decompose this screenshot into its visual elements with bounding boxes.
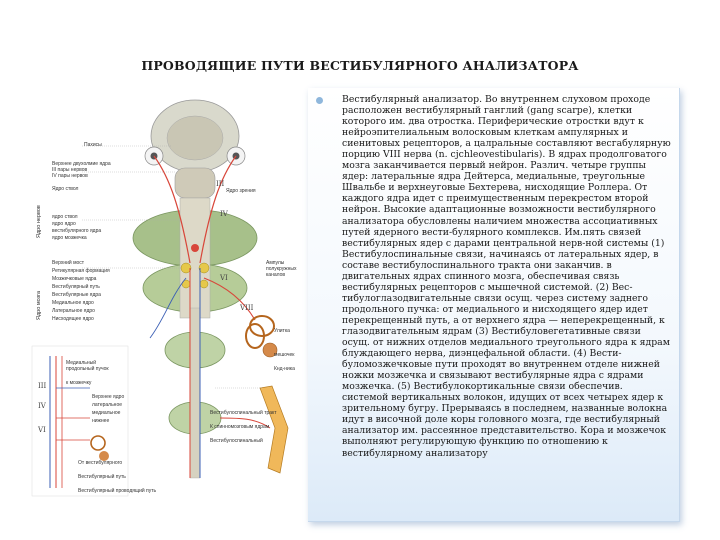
label-l35: мешочек [274,352,295,358]
anatomy-illustration [30,88,306,500]
label-l34: Улитка [274,328,290,334]
label-l27: Вестибулярный путь [78,474,126,480]
label-l14: Вестибулярные ядра [52,292,101,298]
label-l25: нижнее [92,418,110,424]
numeral-r5: III [38,382,47,390]
numeral-r4: VIII [240,304,254,312]
label-l16: Латеральное ядро [52,308,95,314]
numeral-r7: VI [38,426,46,434]
label-l5: Ядро ствол [52,186,79,192]
label-l7: ядро ядро [52,221,76,227]
label-l6: ядро ствол [52,214,78,220]
label-l37: Вестибулярный проводящий путь [78,488,157,494]
label-l33: каналов [266,272,286,278]
label-l26: От вестибулярного [78,460,123,466]
label-l31: Ампулы [266,260,285,266]
label-l36: Кнд-ника [274,366,295,372]
numeral-r1: III [216,180,225,188]
label-l9: ядро мозжечка [52,235,87,241]
label-l13: Вестибулярный путь [52,284,100,290]
side-label-1: Ядро нервов [36,205,42,238]
text-panel [308,88,680,522]
semicircular-canals [250,316,274,336]
body-paragraph: Вестибулярный анализатор. Во внутреннем слуховом проходе расположен вестибулярный ганглий (gang scarpe), клетки которого им. два отростка. Периферические отростки вдут к нейроэпителиальным волосковым клеткам ампулярных и сиенитовых рецепторов, а цалральные составляют весгабулярную порцию VIII нерва (n. cjchleovestibularis). В ядрах продолговатого мозга заканчивается первый нейрон. Различ. четыре группы ядер: латеральные ядра Дейтерса, медиальные, треугольные Швальбе и верхнеуговые Бехтерева, нисходящие Роллера. От каждого ядра идет с преимущественным перекрестом второй нейрон. Высокие адаптационные возможности вестибулярного анализатора обусловлены наличием множества ассоциативных путей ядерного вести-булярного комплексв. Им.пять связей вестибулярных ядер с дарами центральной нерв-ной системы (1) Вестибулоспинальные связи, начинаясь от латеральных ядер, в составе вестибулоспинального тракта они заканчив. в двигательных ядрах спинного мозга, обеспечивая связь вестибулярных рецепторов с мышечной системой. (2) Вес-тибулоглазодвигательные связи осущ. через систему заднего продольного пучка: от медиального и нисходящего ядер идет перекрещенный путь, а от верхнего ядра — неперекрещенный, к глазодвигательным ядрам (3) Вестибуловегетативные связи осущ. от нижних отделов медиального треугольного ядра к ядрам блуждающего нерва, диэнцефальной области. (4) Вести-буломозжечковые пути проходят во внутреннем отделе нижней ножки мозжечка и связывают вестибулярные ядра с ядрами мозжечка. (5) Вестибулокортикальные связи обеспечив. системой вертикальных волокон, идущих от всех четырех ядер к зрительному бугру. Прерываясь в последнем, названные волокна идут в височной доле коры головного мозга, где вестибулярный анализатор им. рассеянное представительство. Кора и мозжечок выполняют регулирующую функцию по отношению к вестибулярному анализатору [342,94,671,459]
bullet-marker [316,97,323,104]
label-l3: III пары нервов [52,167,88,173]
label-l10: Верхний мост [52,260,85,266]
vestibular-pathways-diagram [30,88,306,500]
label-l32: полукружных [266,266,297,272]
label-l21: к мозжечку [66,380,92,386]
numeral-r3: VI [220,274,228,282]
label-l19: Медиальный [66,360,97,366]
slide-title: ПРОВОДЯЩИЕ ПУТИ ВЕСТИБУЛЯРНОГО АНАЛИЗАТОРА [141,58,579,73]
label-l20: продольный пучок [66,366,109,372]
label-l30: Вестибулоспинальный [210,438,263,444]
numeral-r6: IV [38,402,46,410]
label-l12: Мозжечковые ядра [52,276,97,282]
midbrain [175,168,215,198]
label-l22: Верхнее ядро [92,394,125,400]
label-l23: латеральное [92,402,123,408]
label-l15: Медиальное ядро [52,300,94,306]
side-label-2: Ядро мозга [36,290,42,320]
label-l4: IV пары нервов [52,173,88,179]
label-l8: вестибулярного ядра [52,228,102,234]
label-l29: К спинномозговым ядрам [210,424,270,430]
label-l24: медиальное [92,410,121,416]
label-l2: Верхнее двухолмие ядра [52,161,111,167]
brainstem [180,198,210,318]
label-l18: Ядро зрения [226,188,256,194]
label-l28: Вестибулоспинальный тракт [210,410,277,416]
numeral-r2: IV [220,210,228,218]
label-l1: Пахисы [84,142,102,148]
label-l17: Нисходящее ядро [52,316,94,322]
label-l11: Ретикулярная формация [52,268,110,274]
